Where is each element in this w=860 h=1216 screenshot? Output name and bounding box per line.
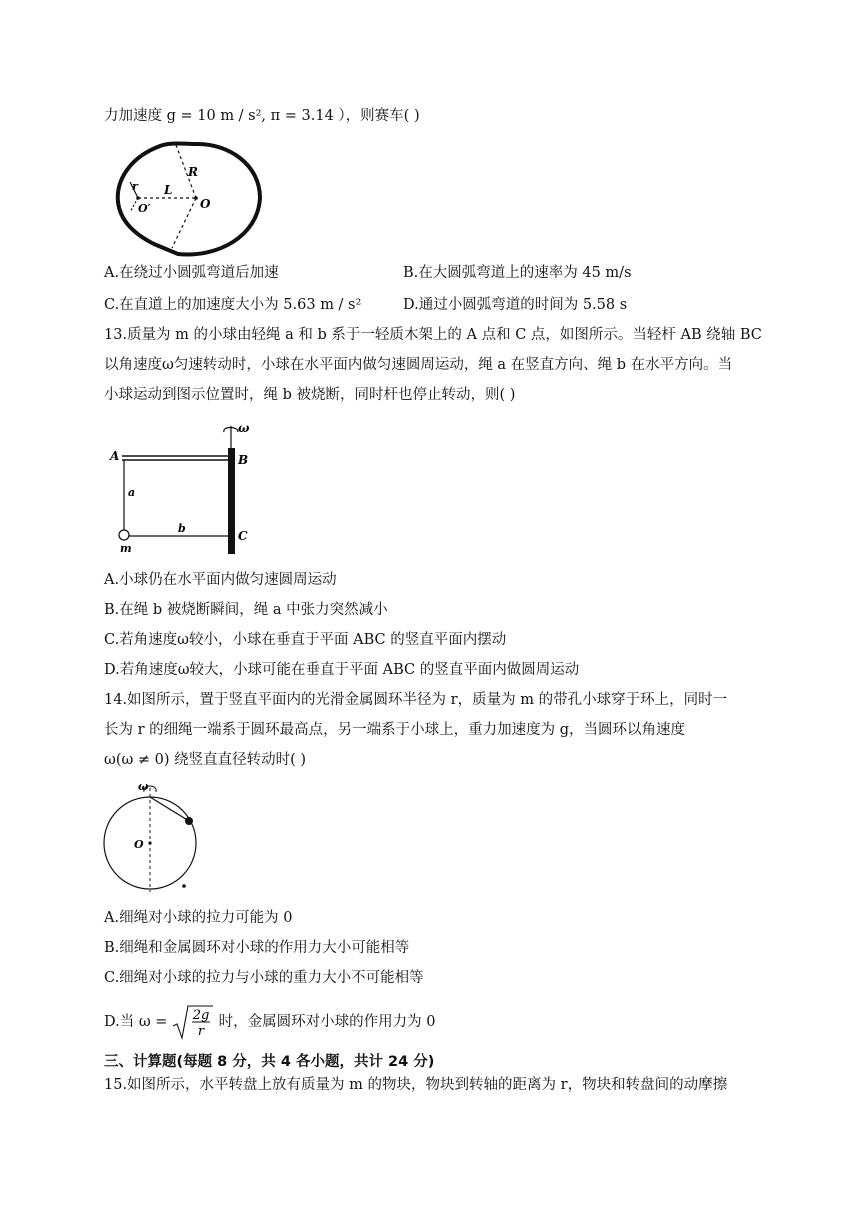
q12-option-b: B.在大圆弧弯道上的速率为 45 m/s (403, 265, 632, 281)
label-R: R (188, 165, 198, 179)
q13-line-2: 以角速度ω匀速转动时，小球在水平面内做匀速圆周运动，绳 a 在竖直方向、绳 b 在水平方向。当 (104, 357, 733, 373)
string (150, 797, 189, 821)
axis-rod (228, 448, 235, 554)
label-A: A (110, 449, 120, 463)
q13-line-3: 小球运动到图示位置时，绳 b 被烧断，同时杆也停止转动，则( ) (104, 387, 516, 403)
q12-option-d: D.通过小圆弧弯道的时间为 5.58 s (403, 297, 628, 313)
label-m: m (120, 542, 132, 555)
label-L: L (164, 183, 173, 197)
sqrt-expression (172, 1004, 214, 1040)
label-O: O (134, 838, 144, 851)
label-omega: ω (138, 780, 149, 793)
q14-option-d (104, 1004, 435, 1040)
label-r: r (132, 180, 138, 193)
q14-line-3: ω(ω ≠ 0) 绕竖直直径转动时( ) (104, 752, 307, 768)
label-C: C (238, 529, 248, 543)
q14-line-2: 长为 r 的细绳一端系于圆环最高点，另一端系于小球上，重力加速度为 g，当圆环以角速度 (104, 722, 686, 738)
section-heading: 三、计算题(每题 8 分，共 4 各小题，共计 24 分) (104, 1054, 435, 1070)
q13-option-c: C.若角速度ω较小，小球在垂直于平面 ABC 的竖直平面内摆动 (104, 632, 507, 648)
q14-option-d-prefix: D.当 ω = (104, 1014, 168, 1030)
q12-track-figure (108, 140, 268, 260)
q13-line-1: 13.质量为 m 的小球由轻绳 a 和 b 系于一轻质木架上的 A 点和 C 点，如图所示。当轻杆 AB 绕轴 BC (104, 327, 762, 343)
q13-option-a: A.小球仍在水平面内做匀速圆周运动 (104, 572, 337, 588)
q13-option-d: D.若角速度ω较大，小球可能在垂直于平面 ABC 的竖直平面内做圆周运动 (104, 662, 580, 678)
q14-option-d-suffix: 时，金属圆环对小球的作用力为 0 (218, 1014, 436, 1030)
q13-option-b: B.在绳 b 被烧断瞬间，绳 a 中张力突然减小 (104, 602, 388, 618)
q14-ring-figure (100, 778, 210, 894)
q14-line-1: 14.如图所示，置于竖直平面内的光滑金属圆环半径为 r，质量为 m 的带孔小球穿于环上，同时一 (104, 692, 728, 708)
q12-option-a: A.在绕过小圆弧弯道后加速 (104, 265, 279, 281)
label-O: O (200, 197, 211, 211)
frac-denominator: r (197, 1024, 205, 1039)
q14-option-b: B.细绳和金属圆环对小球的作用力大小可能相等 (104, 940, 410, 956)
label-B: B (238, 453, 249, 467)
q12-continuation-line: 力加速度 g = 10 m / s², π = 3.14 ），则赛车( ) (104, 108, 420, 124)
label-O-prime: O′ (138, 202, 151, 215)
label-a: a (128, 486, 136, 499)
small-ball (185, 817, 193, 825)
label-omega: ω (238, 421, 250, 435)
ball (119, 530, 129, 540)
q12-option-c: C.在直道上的加速度大小为 5.63 m / s² (104, 297, 362, 313)
q14-option-a: A.细绳对小球的拉力可能为 0 (104, 910, 293, 926)
q14-option-c: C.细绳对小球的拉力与小球的重力大小不可能相等 (104, 970, 424, 986)
label-b: b (178, 522, 186, 535)
q15-line-1: 15.如图所示，水平转盘上放有质量为 m 的物块，物块到转轴的距离为 r，物块和转盘间的动摩擦 (104, 1077, 728, 1093)
q13-frame-figure (104, 416, 254, 556)
frac-numerator: 2g (192, 1008, 210, 1023)
